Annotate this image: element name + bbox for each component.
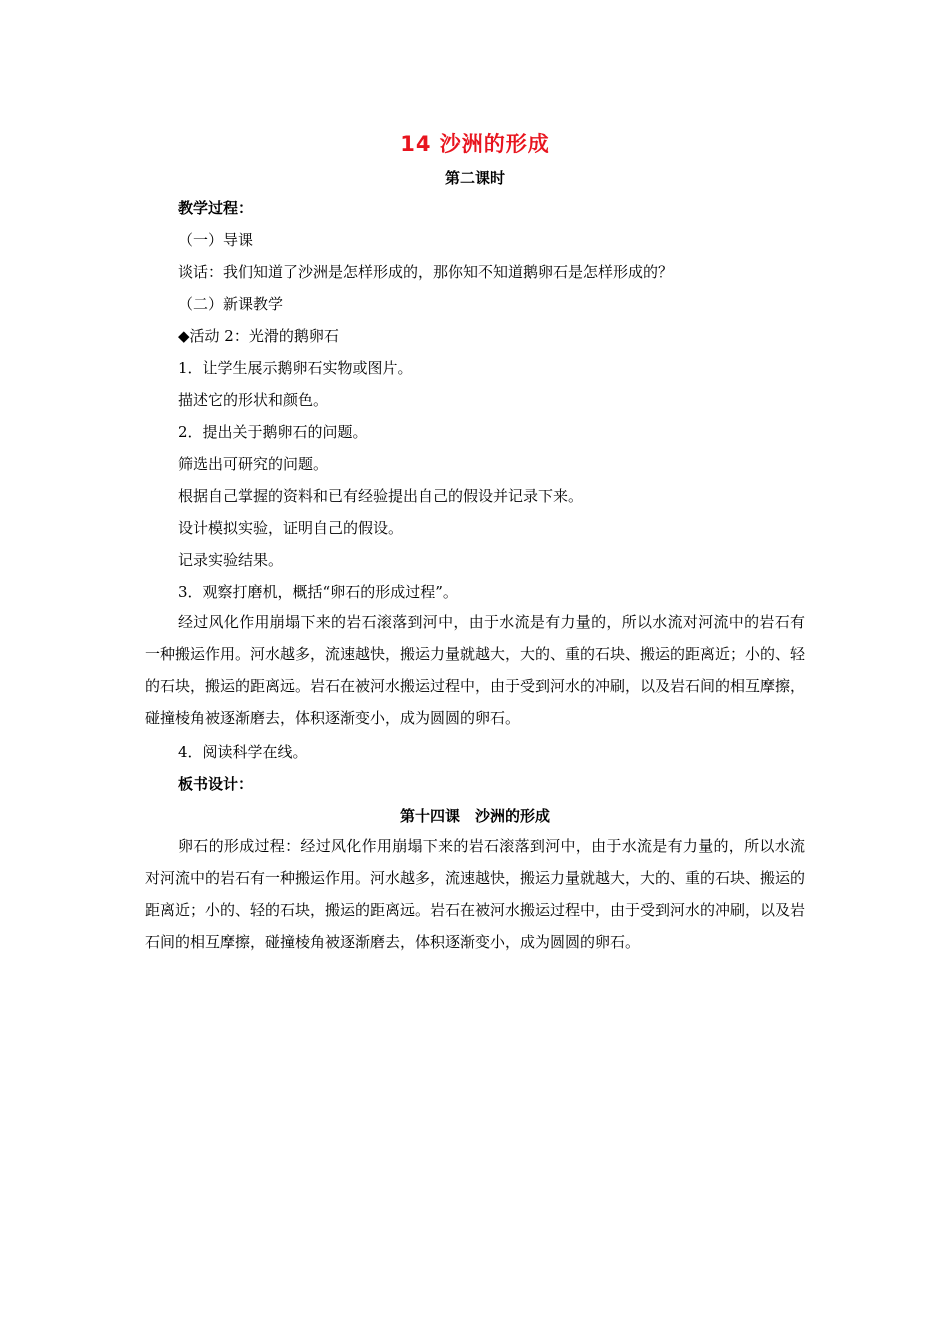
text-line: ◆活动 2：光滑的鹅卵石 bbox=[178, 327, 339, 345]
body-paragraph: 经过风化作用崩塌下来的岩石滚落到河中，由于水流是有力量的，所以水流对河流中的岩石有一种搬运作用。河水越多，流速越快，搬运力量就越大，大的、重的石块、搬运的距离近；小的、轻的石块，搬运的距离远。岩石在被河水搬运过程中，由于受到河水的冲刷，以及岩石间的相互摩擦，碰撞棱角被逐渐磨去，体积逐渐变小，成为圆圆的卵石。 bbox=[145, 613, 806, 727]
text-line: 记录实验结果。 bbox=[178, 551, 284, 569]
text-line: （二）新课教学 bbox=[178, 295, 284, 313]
section-heading-board: 板书设计： bbox=[178, 775, 254, 793]
text-line: 2．提出关于鹅卵石的问题。 bbox=[178, 423, 368, 441]
document-title: 14 沙洲的形成 bbox=[400, 132, 550, 156]
text-line: 谈话：我们知道了沙洲是怎样形成的，那你知不知道鹅卵石是怎样形成的？ bbox=[178, 263, 674, 281]
text-line: 描述它的形状和颜色。 bbox=[178, 391, 329, 409]
board-title: 第十四课 沙洲的形成 bbox=[399, 807, 550, 825]
board-paragraph: 卵石的形成过程：经过风化作用崩塌下来的岩石滚落到河中，由于水流是有力量的，所以水流对河流中的岩石有一种搬运作用。河水越多，流速越快，搬运力量就越大，大的、重的石块、搬运的距离近；小的、轻的石块，搬运的距离远。岩石在被河水搬运过程中，由于受到河水的冲刷，以及岩石间的相互摩擦，碰撞棱角被逐渐磨去，体积逐渐变小，成为圆圆的卵石。 bbox=[145, 837, 806, 951]
text-line: 4．阅读科学在线。 bbox=[178, 743, 308, 761]
text-line: 筛选出可研究的问题。 bbox=[178, 455, 329, 473]
lesson-period: 第二课时 bbox=[444, 169, 505, 187]
text-line: 3．观察打磨机，概括“卵石的形成过程”。 bbox=[178, 583, 458, 601]
text-line: （一）导课 bbox=[178, 231, 254, 249]
section-heading-process: 教学过程： bbox=[178, 199, 254, 217]
text-line: 设计模拟实验，证明自己的假设。 bbox=[178, 519, 404, 537]
text-line: 1．让学生展示鹅卵石实物或图片。 bbox=[178, 359, 413, 377]
text-line: 根据自己掌握的资料和已有经验提出自己的假设并记录下来。 bbox=[178, 487, 584, 505]
